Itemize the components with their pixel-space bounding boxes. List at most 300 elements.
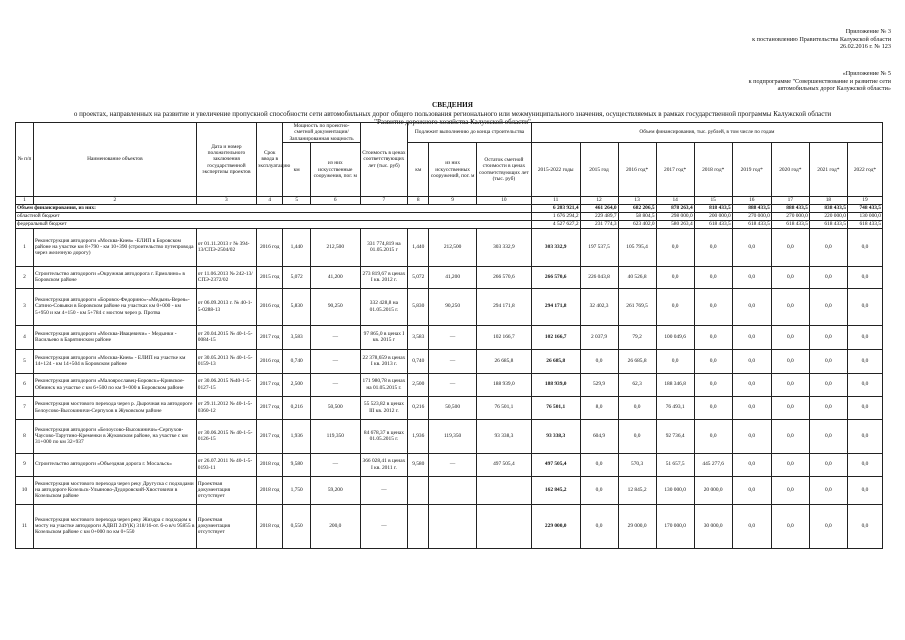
row-year-value: 0,0 — [771, 419, 809, 453]
row-year-value: 0,0 — [809, 373, 847, 396]
table-row — [16, 266, 883, 288]
row-year-value: 0,0 — [771, 373, 809, 396]
row-object-name: Реконструкция мостового перехода через р. Дырочная на автодороге Белоусово-Высокиничи-Серпухов в Жуковском районе — [33, 396, 196, 419]
row-cost: 22 378,659 в ценах I кв. 2013 г. — [360, 349, 408, 373]
row-object-name: Строительство автодороги «Окружная автодорога г. Ермолино» в Боровском районе — [33, 266, 196, 288]
row-year-value: 226 043,8 — [580, 266, 618, 288]
row-conclusion: от 11.06.2013 № 242-13/СПЭ-2372/02 — [196, 266, 256, 288]
row-object-name: Реконструкция автодороги «Москва-Киев» - ЕЛИП на участке км 14+124 - км 14+504 в Боровском районе — [33, 349, 196, 373]
row-year-value: 0,0 — [732, 288, 771, 325]
row-remain: 294 171,8 — [476, 288, 531, 325]
col-done-art: из них искусственных сооружений, пог. м — [429, 143, 477, 197]
column-number: 10 — [476, 197, 531, 204]
col-remain: Остаток сметной стоимости в ценах соответствующих лет (тыс. руб) — [476, 143, 531, 197]
row-year-value: 76 493,1 — [656, 396, 694, 419]
col-year-total: 2015-2022 годы — [531, 143, 580, 197]
row-cost: 84 678,37 в ценах 01.05.2015 г. — [360, 419, 408, 453]
row-remain: 266 570,6 — [476, 266, 531, 288]
table-row — [16, 419, 883, 453]
row-done-km: 5,072 — [408, 266, 429, 288]
row-art: — — [310, 349, 360, 373]
row-year-value: 0,0 — [580, 476, 618, 504]
row-number: 10 — [16, 476, 34, 504]
col-year-2017: 2017 год* — [656, 143, 694, 197]
row-year-value: 0,0 — [847, 504, 882, 548]
summary-value: 229 489,7 — [580, 212, 618, 220]
col-km: км — [283, 143, 310, 197]
column-number: 13 — [618, 197, 656, 204]
row-year-value: 0,0 — [732, 349, 771, 373]
row-year-value: 0,0 — [694, 266, 732, 288]
row-year-value: 32 402,3 — [580, 288, 618, 325]
row-year-value: 261 769,5 — [618, 288, 656, 325]
column-number: 3 — [196, 197, 256, 204]
row-cost: 97 865,0 в ценах I кв. 2015 г — [360, 325, 408, 349]
summary-value: 618 433,5 — [771, 220, 809, 228]
row-year-value: 0,0 — [809, 266, 847, 288]
row-year-value: 0,0 — [771, 453, 809, 476]
row-term: 2018 год — [257, 476, 283, 504]
row-year-value: 79,2 — [618, 325, 656, 349]
row-year-value: 0,0 — [847, 476, 882, 504]
row-cost: 331 774,819 на 01.05.2015 г — [360, 228, 408, 266]
column-number: 16 — [732, 197, 771, 204]
row-conclusion: от 20.04.2015 № 40-1-5-0084-15 — [196, 325, 256, 349]
row-km: 0,740 — [283, 349, 310, 373]
summary-value: 888 433,5 — [732, 204, 771, 212]
row-year-value: 0,0 — [694, 228, 732, 266]
row-year-value: 0,0 — [847, 373, 882, 396]
row-year-value: 26 685,8 — [618, 349, 656, 373]
col-year-2018: 2018 год* — [694, 143, 732, 197]
row-year-value: 0,0 — [732, 325, 771, 349]
row-term: 2016 год — [257, 288, 283, 325]
summary-value: 618 433,5 — [847, 220, 882, 228]
summary-value: 838 433,5 — [809, 204, 847, 212]
row-year-value: 0,0 — [618, 419, 656, 453]
appendix-header — [752, 28, 891, 51]
row-remain: 93 338,3 — [476, 419, 531, 453]
summary-value: 623 402,0 — [618, 220, 656, 228]
col-year-2021: 2021 год* — [809, 143, 847, 197]
row-done-art: 50,500 — [429, 396, 477, 419]
row-year-value: 30 000,0 — [694, 504, 732, 548]
row-year-value: 0,0 — [771, 396, 809, 419]
row-done-km: 1,936 — [408, 419, 429, 453]
row-object-name: Реконструкция автодороги «Боровск-Федорино»-«Медынь-Верея»-Сатино-Совьяки в Боровском районе на участках км 0+000 - км 5+950 и км 4+150 - км 5+784 с мостом через р. Протва — [33, 288, 196, 325]
row-conclusion: от 06.09.2013 г. № 40-1-5-0288-13 — [196, 288, 256, 325]
row-conclusion: от 01.11.2013 г № 394-13/СПЭ-2504/02 — [196, 228, 256, 266]
row-number: 6 — [16, 373, 34, 396]
col-name: Наименование объектов — [33, 123, 196, 197]
summary-value: 270 000,0 — [771, 212, 809, 220]
row-done-art: 90,250 — [429, 288, 477, 325]
col-cost: Стоимость в ценах соответствующих лет (тыс. руб) — [360, 123, 408, 197]
col-year-2022: 2022 год* — [847, 143, 882, 197]
row-year-value: 0,0 — [809, 288, 847, 325]
row-year-value: 0,0 — [656, 266, 694, 288]
row-done-km: 0,216 — [408, 396, 429, 419]
row-year-value: 130 000,0 — [656, 476, 694, 504]
row-art: — — [310, 325, 360, 349]
col-capacity-group: Мощность по проектно-сметной документации/ Запланированная мощность — [283, 123, 360, 143]
table-row — [16, 349, 883, 373]
row-total: 188 939,0 — [531, 373, 580, 396]
row-year-value: 0,0 — [809, 228, 847, 266]
column-numbers-row — [16, 197, 883, 204]
row-done-art: — — [429, 349, 477, 373]
row-total: 102 166,7 — [531, 325, 580, 349]
row-done-km — [408, 504, 429, 548]
col-num: № п/п — [16, 123, 34, 197]
row-year-value: 0,0 — [732, 419, 771, 453]
row-remain: 497 505,4 — [476, 453, 531, 476]
row-year-value: 20 000,0 — [694, 476, 732, 504]
title-line-1: о проектах, направленных на развитие и увеличение пропускной способности сети автомобильных дорог общего пользования регионального или межмуниципального значения, осуществляемых в рамках государственной программы Калужской области — [73, 109, 832, 118]
row-cost: — — [360, 504, 408, 548]
summary-value: 888 433,5 — [771, 204, 809, 212]
row-art: 212,500 — [310, 228, 360, 266]
row-year-value: 0,0 — [847, 396, 882, 419]
row-year-value: 0,0 — [771, 228, 809, 266]
row-done-km: 1,440 — [408, 228, 429, 266]
row-year-value: 0,0 — [809, 419, 847, 453]
row-year-value: 0,0 — [771, 266, 809, 288]
summary-value: 6 203 921,4 — [531, 204, 580, 212]
column-number: 17 — [771, 197, 809, 204]
row-km: 3,583 — [283, 325, 310, 349]
row-year-value: 0,0 — [656, 349, 694, 373]
row-year-value: 105 795,4 — [618, 228, 656, 266]
row-term: 2017 год — [257, 373, 283, 396]
row-year-value: 0,0 — [847, 288, 882, 325]
column-number: 12 — [580, 197, 618, 204]
summary-value: 461 264,0 — [580, 204, 618, 212]
row-year-value: 0,0 — [694, 396, 732, 419]
table-row — [16, 396, 883, 419]
row-km: 9,580 — [283, 453, 310, 476]
column-number: 6 — [310, 197, 360, 204]
summary-value: 4 527 627,2 — [531, 220, 580, 228]
row-art: — — [310, 373, 360, 396]
table-row — [16, 325, 883, 349]
col-done-km: км — [408, 143, 429, 197]
row-object-name: Реконструкция автодороги «Малоярославец-Боровск»-Кривское-Обнинск на участке с км 6+500 по км 9+000 в Боровском районе — [33, 373, 196, 396]
row-year-value: 0,0 — [809, 396, 847, 419]
row-term: 2015 год — [257, 266, 283, 288]
row-done-art: — — [429, 453, 477, 476]
row-year-value: 529,9 — [580, 373, 618, 396]
row-total: 303 332,9 — [531, 228, 580, 266]
row-done-art: 41,200 — [429, 266, 477, 288]
row-object-name: Реконструкция автодороги «Москва-Киев» -ЕЛИП в Боровском районе на участке км 8+790 - км 10+390 (строительство путепровода через железную дорогу) — [33, 228, 196, 266]
col-year-2016: 2016 год* — [618, 143, 656, 197]
row-total: 497 505,4 — [531, 453, 580, 476]
summary-value: 130 000,0 — [847, 212, 882, 220]
row-km: 5,830 — [283, 288, 310, 325]
row-remain: 303 332,9 — [476, 228, 531, 266]
row-km: 1,936 — [283, 419, 310, 453]
column-number: 9 — [429, 197, 477, 204]
row-year-value: 197 537,5 — [580, 228, 618, 266]
row-conclusion: от 30.05.2013 № 40-1-5-0159-13 — [196, 349, 256, 373]
row-art: 119,350 — [310, 419, 360, 453]
summary-value: 200 000,0 — [694, 212, 732, 220]
summary-value: 220 000,0 — [809, 212, 847, 220]
column-number: 19 — [847, 197, 882, 204]
table-row — [16, 228, 883, 266]
row-done-km: 9,580 — [408, 453, 429, 476]
row-cost: 171 980,78 в ценах на 01.05.2015 г. — [360, 373, 408, 396]
col-year-2019: 2019 год* — [732, 143, 771, 197]
row-done-art — [429, 504, 477, 548]
column-number: 4 — [257, 197, 283, 204]
table-row — [16, 288, 883, 325]
row-done-km: 2,500 — [408, 373, 429, 396]
row-year-value: 0,0 — [694, 419, 732, 453]
row-cost: 332 428,8 на 01.05.2015 г. — [360, 288, 408, 325]
row-year-value: 188 346,8 — [656, 373, 694, 396]
row-year-value: 0,0 — [694, 288, 732, 325]
summary-label: областной бюджет — [16, 212, 532, 220]
row-year-value: 0,0 — [732, 266, 771, 288]
row-km: 2,500 — [283, 373, 310, 396]
row-year-value: 40 526,8 — [618, 266, 656, 288]
row-total: 162 845,2 — [531, 476, 580, 504]
row-year-value: 0,0 — [732, 453, 771, 476]
column-number: 15 — [694, 197, 732, 204]
row-km: 0,216 — [283, 396, 310, 419]
row-art: 50,500 — [310, 396, 360, 419]
row-year-value: 0,0 — [809, 325, 847, 349]
row-remain — [476, 504, 531, 548]
row-number: 11 — [16, 504, 34, 548]
summary-value: 298 000,0 — [656, 212, 694, 220]
row-year-value: 0,0 — [809, 453, 847, 476]
row-year-value: 0,0 — [732, 504, 771, 548]
row-conclusion: Проектная документация отсутствует — [196, 504, 256, 548]
row-year-value: 0,0 — [656, 288, 694, 325]
row-term: 2016 год — [257, 349, 283, 373]
row-year-value: 0,0 — [847, 266, 882, 288]
row-year-value: 0,0 — [732, 396, 771, 419]
row-year-value: 0,0 — [580, 504, 618, 548]
summary-value: 878 263,4 — [656, 204, 694, 212]
row-object-name: Строительство автодороги «Объездная дорога г. Мосальск» — [33, 453, 196, 476]
row-done-art: 212,500 — [429, 228, 477, 266]
row-year-value: 0,0 — [732, 373, 771, 396]
summary-label: Объем финансирования, из них: — [16, 204, 532, 212]
summary-value: 231 774,3 — [580, 220, 618, 228]
row-year-value: 0,0 — [771, 349, 809, 373]
row-remain: 188 939,0 — [476, 373, 531, 396]
row-conclusion: Проектная документация отсутствует — [196, 476, 256, 504]
row-conclusion: от 30.06.2015 № 40-1-5-0126-15 — [196, 419, 256, 453]
appendix-decree: к постановлению Правительства Калужской области — [752, 35, 891, 43]
row-km: 1,750 — [283, 476, 310, 504]
row-remain: 26 685,8 — [476, 349, 531, 373]
row-term: 2018 год — [257, 453, 283, 476]
row-year-value: 62,3 — [618, 373, 656, 396]
row-year-value: 604,9 — [580, 419, 618, 453]
row-km: 0,550 — [283, 504, 310, 548]
row-year-value: 0,0 — [847, 228, 882, 266]
row-year-value: 100 049,6 — [656, 325, 694, 349]
table-row — [16, 476, 883, 504]
appendix-date: 26.02.2016 г. № 123 — [839, 43, 891, 51]
row-done-art: 119,350 — [429, 419, 477, 453]
row-done-art — [429, 476, 477, 504]
column-number: 8 — [408, 197, 429, 204]
row-number: 7 — [16, 396, 34, 419]
summary-value: 1 676 294,2 — [531, 212, 580, 220]
row-year-value: 29 000,0 — [618, 504, 656, 548]
column-number: 14 — [656, 197, 694, 204]
row-conclusion: от 26.07.2011 № 40-1-5-0193-11 — [196, 453, 256, 476]
row-total: 266 570,6 — [531, 266, 580, 288]
row-year-value: 0,0 — [809, 504, 847, 548]
row-done-km: 3,583 — [408, 325, 429, 349]
table-row — [16, 453, 883, 476]
subprogram-name-2: автомобильных дорог Калужской области» — [777, 85, 891, 93]
row-year-value: 0,0 — [618, 396, 656, 419]
summary-value: 748 433,5 — [847, 204, 882, 212]
row-term: 2016 год — [257, 228, 283, 266]
row-year-value: 0,0 — [694, 349, 732, 373]
column-number: 18 — [809, 197, 847, 204]
row-cost: — — [360, 476, 408, 504]
summary-value: 682 206,5 — [618, 204, 656, 212]
row-done-km: 0,740 — [408, 349, 429, 373]
subprogram-header — [749, 70, 891, 93]
row-year-value: 570,3 — [618, 453, 656, 476]
row-term: 2017 год — [257, 419, 283, 453]
row-year-value: 2 037,9 — [580, 325, 618, 349]
row-year-value: 0,0 — [656, 228, 694, 266]
row-cost: 273 819,67 в ценах I кв. 2012 г. — [360, 266, 408, 288]
column-number: 5 — [283, 197, 310, 204]
column-number: 2 — [33, 197, 196, 204]
row-number: 9 — [16, 453, 34, 476]
row-year-value: 170 000,0 — [656, 504, 694, 548]
row-year-value: 0,0 — [809, 476, 847, 504]
row-term: 2017 год — [257, 396, 283, 419]
row-year-value: 0,0 — [732, 476, 771, 504]
summary-row — [16, 204, 883, 212]
row-year-value: 0,0 — [580, 453, 618, 476]
summary-value: 270 000,0 — [732, 212, 771, 220]
row-year-value: 0,0 — [771, 288, 809, 325]
row-total: 294 171,8 — [531, 288, 580, 325]
row-art: 200,0 — [310, 504, 360, 548]
row-remain: 76 501,1 — [476, 396, 531, 419]
row-object-name: Реконструкция автодороги «Москва-Ивацевичи» - Медынки - Васильево в Барятинском районе — [33, 325, 196, 349]
col-conclusion: Дата и номер положительного заключения государственной экспертизы проектов — [196, 123, 256, 197]
row-km: 1,440 — [283, 228, 310, 266]
col-year-2020: 2020 год* — [771, 143, 809, 197]
summary-value: 818 433,5 — [694, 204, 732, 212]
title-main: СВЕДЕНИЯ — [432, 101, 473, 109]
row-cost: 366 028,41 в ценах I кв. 2011 г. — [360, 453, 408, 476]
row-remain: 102 166,7 — [476, 325, 531, 349]
row-number: 5 — [16, 349, 34, 373]
row-year-value: 445 277,6 — [694, 453, 732, 476]
row-done-art: — — [429, 373, 477, 396]
row-art: 59,200 — [310, 476, 360, 504]
row-number: 4 — [16, 325, 34, 349]
col-art: из них искусственные сооружения, пог. м — [310, 143, 360, 197]
summary-value: 58 804,5 — [618, 212, 656, 220]
title-line-2: "Развитие дорожного хозяйства Калужской области" — [374, 118, 531, 126]
subprogram-name-1: к подпрограмме "Совершенствование и развитие сети — [748, 77, 891, 85]
row-year-value: 0,0 — [847, 325, 882, 349]
row-km: 5,072 — [283, 266, 310, 288]
row-number: 3 — [16, 288, 34, 325]
col-term: Срок ввода в эксплуатацию — [257, 123, 283, 197]
summary-value: 618 433,5 — [694, 220, 732, 228]
row-cost: 55 523,82 в ценах III кв. 2012 г. — [360, 396, 408, 419]
column-number: 11 — [531, 197, 580, 204]
row-done-km: 5,830 — [408, 288, 429, 325]
row-term: 2017 год — [257, 325, 283, 349]
row-number: 1 — [16, 228, 34, 266]
col-done-group: Подлежит выполнению до конца строительства — [408, 123, 532, 143]
row-object-name: Реконструкция мостового перехода через реку Другуска с подходами на автодороге Козельск-Ульяново-Дудоровский-Хвостовичи в Козельском районе — [33, 476, 196, 504]
table-row — [16, 504, 883, 548]
row-year-value: 0,0 — [847, 419, 882, 453]
row-year-value: 51 657,5 — [656, 453, 694, 476]
row-remain — [476, 476, 531, 504]
row-year-value: 8,0 — [580, 396, 618, 419]
col-year-2015: 2015 год — [580, 143, 618, 197]
row-year-value: 0,0 — [771, 325, 809, 349]
row-year-value: 0,0 — [771, 476, 809, 504]
row-object-name: Реконструкция мостового перехода через реку Жиздра с подходом к мосту на участке автодороги АДВП 24У(К) 318/16-от. б-о в/ч 95855 в Козельском районе с км 0+000 по км 0+550 — [33, 504, 196, 548]
row-year-value: 0,0 — [771, 504, 809, 548]
subprogram-appendix: «Приложение № 5 — [842, 70, 891, 77]
row-year-value: 0,0 — [809, 349, 847, 373]
row-total: 76 501,1 — [531, 396, 580, 419]
column-number: 7 — [360, 197, 408, 204]
row-art: — — [310, 453, 360, 476]
summary-row — [16, 220, 883, 228]
row-object-name: Реконструкция автодороги «Белоусово-Высокиничи»-Серпухов-Чаусово-Тарутино-Кременки в Жуковском районе, на участке с км 31+000 по км 32+937 — [33, 419, 196, 453]
projects-table — [15, 122, 883, 549]
summary-label: федеральный бюджет — [16, 220, 532, 228]
row-year-value: 0,0 — [694, 373, 732, 396]
summary-value: 618 433,5 — [732, 220, 771, 228]
row-year-value: 0,0 — [847, 349, 882, 373]
col-finance-group: Объем финансирования, тыс. рублей, в том числе по годам — [531, 123, 882, 143]
summary-row — [16, 212, 883, 220]
row-done-art: — — [429, 325, 477, 349]
summary-value: 618 433,5 — [809, 220, 847, 228]
row-total: 93 338,3 — [531, 419, 580, 453]
row-year-value: 92 736,4 — [656, 419, 694, 453]
row-conclusion: от 30.06.2015 №40-1-5-0127-15 — [196, 373, 256, 396]
row-year-value: 12 845,2 — [618, 476, 656, 504]
table-row — [16, 373, 883, 396]
row-art: 90,250 — [310, 288, 360, 325]
row-conclusion: от 29.11.2012 № 40-1-5-0360-12 — [196, 396, 256, 419]
row-total: 26 685,8 — [531, 349, 580, 373]
row-done-km — [408, 476, 429, 504]
row-term: 2018 год — [257, 504, 283, 548]
row-number: 8 — [16, 419, 34, 453]
summary-value: 580 263,4 — [656, 220, 694, 228]
row-year-value: 0,0 — [847, 453, 882, 476]
row-number: 2 — [16, 266, 34, 288]
